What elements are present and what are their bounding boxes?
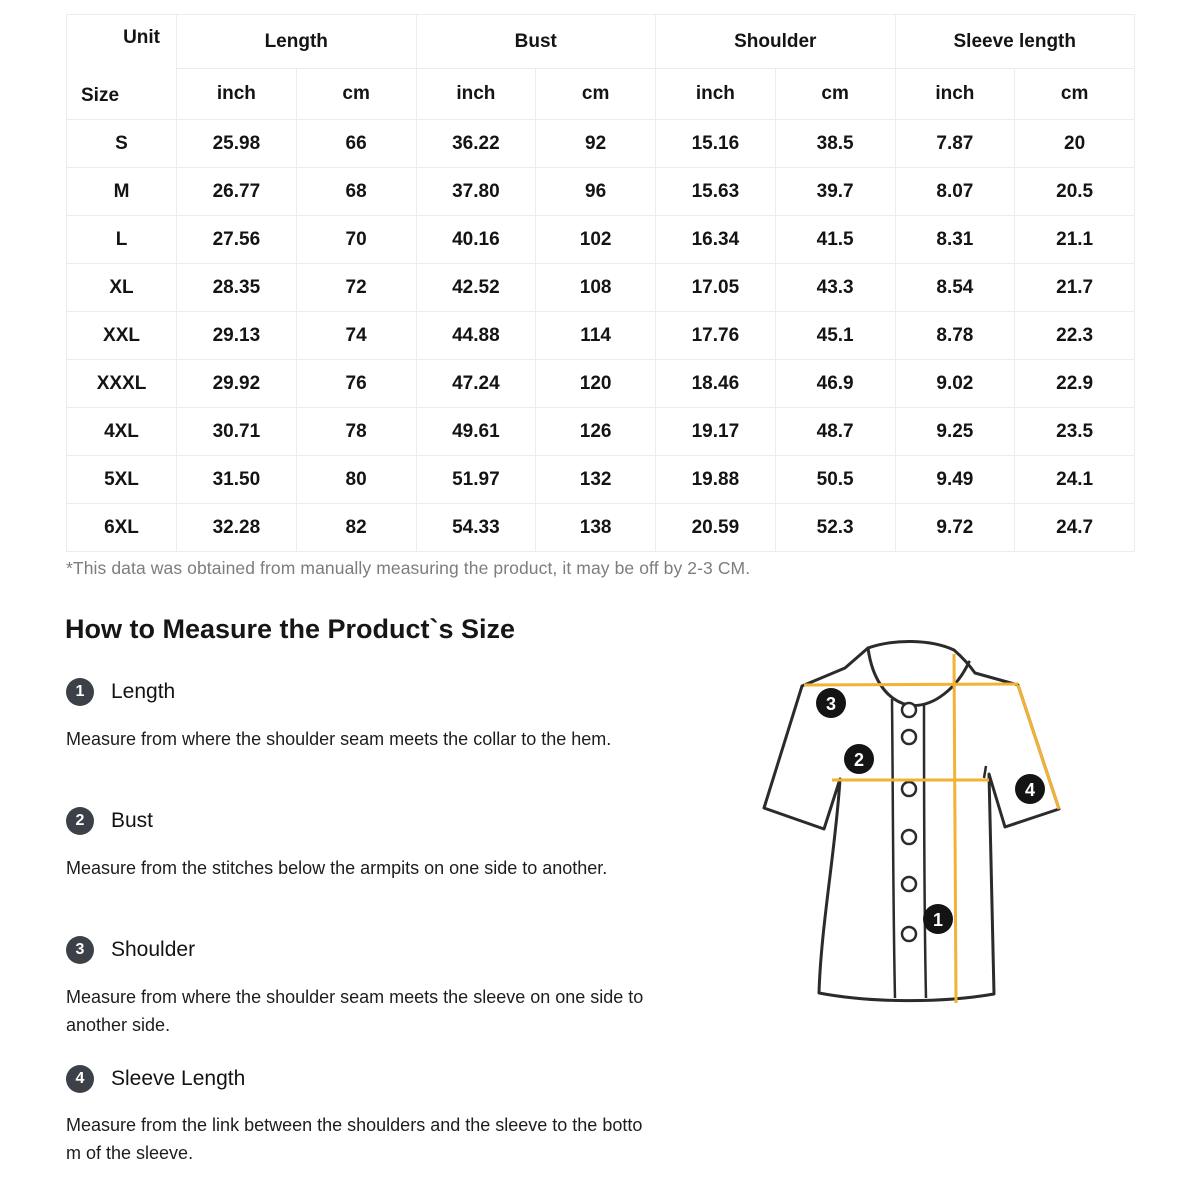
length-measure-line <box>954 654 956 1003</box>
value-cell: 36.22 <box>416 120 536 168</box>
marker-2-number: 2 <box>853 750 865 770</box>
value-cell: 92 <box>536 120 656 168</box>
unit-header: inch <box>656 69 776 120</box>
size-table-body <box>67 120 1135 552</box>
value-cell: 15.63 <box>656 168 776 216</box>
section-title: How to Measure the Product`s Size <box>65 614 516 644</box>
column-group-bust: Bust <box>416 15 656 69</box>
value-cell: 17.76 <box>656 312 776 360</box>
table-row <box>67 120 1135 168</box>
unit-header: inch <box>895 69 1015 120</box>
step-2-badge: 2 <box>66 807 94 835</box>
value-cell: 25.98 <box>177 120 297 168</box>
step-3-label: Shoulder <box>111 938 196 961</box>
marker-3-number: 3 <box>825 694 837 714</box>
size-cell: 4XL <box>67 408 177 456</box>
value-cell: 19.17 <box>656 408 776 456</box>
shirt-outline <box>764 641 1059 1000</box>
table-row <box>67 264 1135 312</box>
size-cell: XL <box>67 264 177 312</box>
button <box>902 703 916 717</box>
step-4-description: Measure from the link between the shoulders and the sleeve to the bottom of the sleeve. <box>66 1115 643 1163</box>
marker-1-number: 1 <box>932 910 944 930</box>
unit-header: cm <box>536 69 656 120</box>
value-cell: 41.5 <box>775 216 895 264</box>
corner-cell <box>67 15 177 120</box>
value-cell: 66 <box>296 120 416 168</box>
column-group-length: Length <box>177 15 417 69</box>
step-3-badge: 3 <box>66 936 94 964</box>
value-cell: 46.9 <box>775 360 895 408</box>
button <box>902 927 916 941</box>
corner-unit-label: Unit <box>123 27 160 48</box>
measure-item-bust <box>66 807 153 835</box>
button <box>902 830 916 844</box>
value-cell: 72 <box>296 264 416 312</box>
value-cell: 8.31 <box>895 216 1015 264</box>
value-cell: 108 <box>536 264 656 312</box>
value-cell: 132 <box>536 456 656 504</box>
value-cell: 114 <box>536 312 656 360</box>
button <box>902 877 916 891</box>
value-cell: 21.1 <box>1015 216 1135 264</box>
value-cell: 40.16 <box>416 216 536 264</box>
value-cell: 28.35 <box>177 264 297 312</box>
value-cell: 19.88 <box>656 456 776 504</box>
column-group-shoulder: Shoulder <box>656 15 896 69</box>
value-cell: 31.50 <box>177 456 297 504</box>
measure-item-sleeve-length <box>66 1065 245 1093</box>
value-cell: 21.7 <box>1015 264 1135 312</box>
value-cell: 22.3 <box>1015 312 1135 360</box>
size-chart <box>66 14 1135 552</box>
table-row <box>67 360 1135 408</box>
value-cell: 8.54 <box>895 264 1015 312</box>
table-row <box>67 504 1135 552</box>
value-cell: 48.7 <box>775 408 895 456</box>
value-cell: 80 <box>296 456 416 504</box>
value-cell: 29.92 <box>177 360 297 408</box>
value-cell: 17.05 <box>656 264 776 312</box>
value-cell: 43.3 <box>775 264 895 312</box>
value-cell: 8.07 <box>895 168 1015 216</box>
value-cell: 54.33 <box>416 504 536 552</box>
unit-header: cm <box>1015 69 1135 120</box>
value-cell: 20 <box>1015 120 1135 168</box>
value-cell: 24.7 <box>1015 504 1135 552</box>
value-cell: 22.9 <box>1015 360 1135 408</box>
value-cell: 38.5 <box>775 120 895 168</box>
value-cell: 23.5 <box>1015 408 1135 456</box>
value-cell: 32.28 <box>177 504 297 552</box>
unit-header: inch <box>177 69 297 120</box>
value-cell: 39.7 <box>775 168 895 216</box>
value-cell: 76 <box>296 360 416 408</box>
value-cell: 24.1 <box>1015 456 1135 504</box>
value-cell: 44.88 <box>416 312 536 360</box>
size-cell: S <box>67 120 177 168</box>
table-row <box>67 408 1135 456</box>
value-cell: 102 <box>536 216 656 264</box>
value-cell: 126 <box>536 408 656 456</box>
value-cell: 20.5 <box>1015 168 1135 216</box>
measure-item-shoulder <box>66 936 195 964</box>
value-cell: 37.80 <box>416 168 536 216</box>
value-cell: 82 <box>296 504 416 552</box>
value-cell: 52.3 <box>775 504 895 552</box>
size-cell: M <box>67 168 177 216</box>
button <box>902 730 916 744</box>
value-cell: 9.25 <box>895 408 1015 456</box>
value-cell: 74 <box>296 312 416 360</box>
step-4-badge: 4 <box>66 1065 94 1093</box>
value-cell: 45.1 <box>775 312 895 360</box>
value-cell: 50.5 <box>775 456 895 504</box>
jersey-illustration <box>742 626 1172 1026</box>
value-cell: 16.34 <box>656 216 776 264</box>
step-4-label: Sleeve Length <box>111 1067 246 1090</box>
value-cell: 49.61 <box>416 408 536 456</box>
size-cell: L <box>67 216 177 264</box>
value-cell: 78 <box>296 408 416 456</box>
value-cell: 138 <box>536 504 656 552</box>
corner-size-label: Size <box>81 85 120 106</box>
value-cell: 7.87 <box>895 120 1015 168</box>
value-cell: 26.77 <box>177 168 297 216</box>
value-cell: 120 <box>536 360 656 408</box>
value-cell: 15.16 <box>656 120 776 168</box>
value-cell: 9.72 <box>895 504 1015 552</box>
size-cell: XXL <box>67 312 177 360</box>
step-1-badge: 1 <box>66 678 94 706</box>
value-cell: 42.52 <box>416 264 536 312</box>
value-cell: 20.59 <box>656 504 776 552</box>
measurement-diagram <box>742 626 1172 1026</box>
button <box>902 782 916 796</box>
size-cell: XXXL <box>67 360 177 408</box>
size-table <box>66 14 1135 552</box>
step-3-description: Measure from where the shoulder seam meets the sleeve on one side to another side. <box>66 987 644 1035</box>
step-2-label: Bust <box>111 809 154 832</box>
shoulder-measure-line <box>804 684 1018 685</box>
measurement-disclaimer: *This data was obtained from manually measuring the product, it may be off by 2-3 CM. <box>66 558 751 578</box>
unit-header: cm <box>775 69 895 120</box>
table-row <box>67 216 1135 264</box>
step-2-description: Measure from the stitches below the armpits on one side to another. <box>66 858 608 878</box>
value-cell: 68 <box>296 168 416 216</box>
value-cell: 96 <box>536 168 656 216</box>
measure-item-length <box>66 678 175 706</box>
value-cell: 47.24 <box>416 360 536 408</box>
table-row <box>67 456 1135 504</box>
value-cell: 9.02 <box>895 360 1015 408</box>
size-cell: 6XL <box>67 504 177 552</box>
table-row <box>67 312 1135 360</box>
marker-4-number: 4 <box>1024 780 1036 800</box>
value-cell: 27.56 <box>177 216 297 264</box>
value-cell: 9.49 <box>895 456 1015 504</box>
value-cell: 29.13 <box>177 312 297 360</box>
unit-header: inch <box>416 69 536 120</box>
table-unit-header-row <box>67 69 1135 120</box>
step-1-description: Measure from where the shoulder seam meets the collar to the hem. <box>66 729 612 749</box>
value-cell: 70 <box>296 216 416 264</box>
column-group-sleeve-length: Sleeve length <box>895 15 1135 69</box>
table-group-header-row <box>67 15 1135 69</box>
table-row <box>67 168 1135 216</box>
size-cell: 5XL <box>67 456 177 504</box>
value-cell: 8.78 <box>895 312 1015 360</box>
value-cell: 51.97 <box>416 456 536 504</box>
value-cell: 30.71 <box>177 408 297 456</box>
value-cell: 18.46 <box>656 360 776 408</box>
step-1-label: Length <box>111 680 176 703</box>
unit-header: cm <box>296 69 416 120</box>
